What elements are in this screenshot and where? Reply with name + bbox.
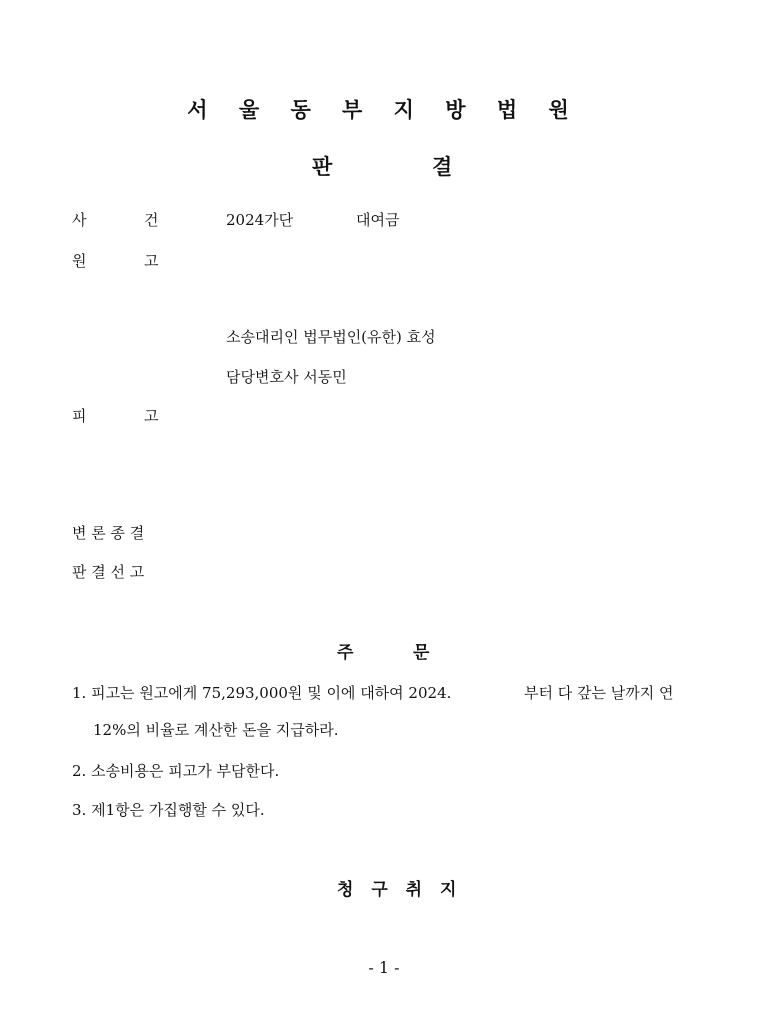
order-item-1-line-1b: 부터 다 갚는 날까지 연 xyxy=(524,684,674,702)
plaintiff-counsel: 소송대리인 법무법인(유한) 효성 xyxy=(226,328,436,346)
verdict-date-label: 판 결 선 고 xyxy=(72,563,145,581)
order-heading-right: 문 xyxy=(413,643,430,663)
doc-type-left: 판 xyxy=(312,155,333,179)
order-item-3: 3. 제1항은 가집행할 수 있다. xyxy=(72,801,265,819)
court-name: 서 울 동 부 지 방 법 원 xyxy=(187,98,581,122)
plaintiff-label-b: 고 xyxy=(144,252,159,270)
order-item-1-line-1a: 1. 피고는 원고에게 75,293,000원 및 이에 대하여 2024. xyxy=(72,684,452,702)
defendant-label-a: 피 xyxy=(72,407,87,425)
case-label-b: 건 xyxy=(144,211,159,229)
case-label-a: 사 xyxy=(72,211,87,229)
page-number: - 1 - xyxy=(368,958,400,977)
plaintiff-label-a: 원 xyxy=(72,252,87,270)
defendant-label-b: 고 xyxy=(144,407,159,425)
case-number: 2024가단 xyxy=(226,211,294,229)
doc-type-right: 결 xyxy=(432,155,453,179)
closing-date-label: 변 론 종 결 xyxy=(72,524,145,542)
order-heading-left: 주 xyxy=(337,643,354,663)
case-title: 대여금 xyxy=(356,211,400,229)
plaintiff-attorney: 담당변호사 서동민 xyxy=(226,368,347,386)
order-item-2: 2. 소송비용은 피고가 부담한다. xyxy=(72,762,280,780)
order-item-1-line-2: 12%의 비율로 계산한 돈을 지급하라. xyxy=(93,721,339,739)
claim-heading: 청 구 취 지 xyxy=(337,880,463,900)
